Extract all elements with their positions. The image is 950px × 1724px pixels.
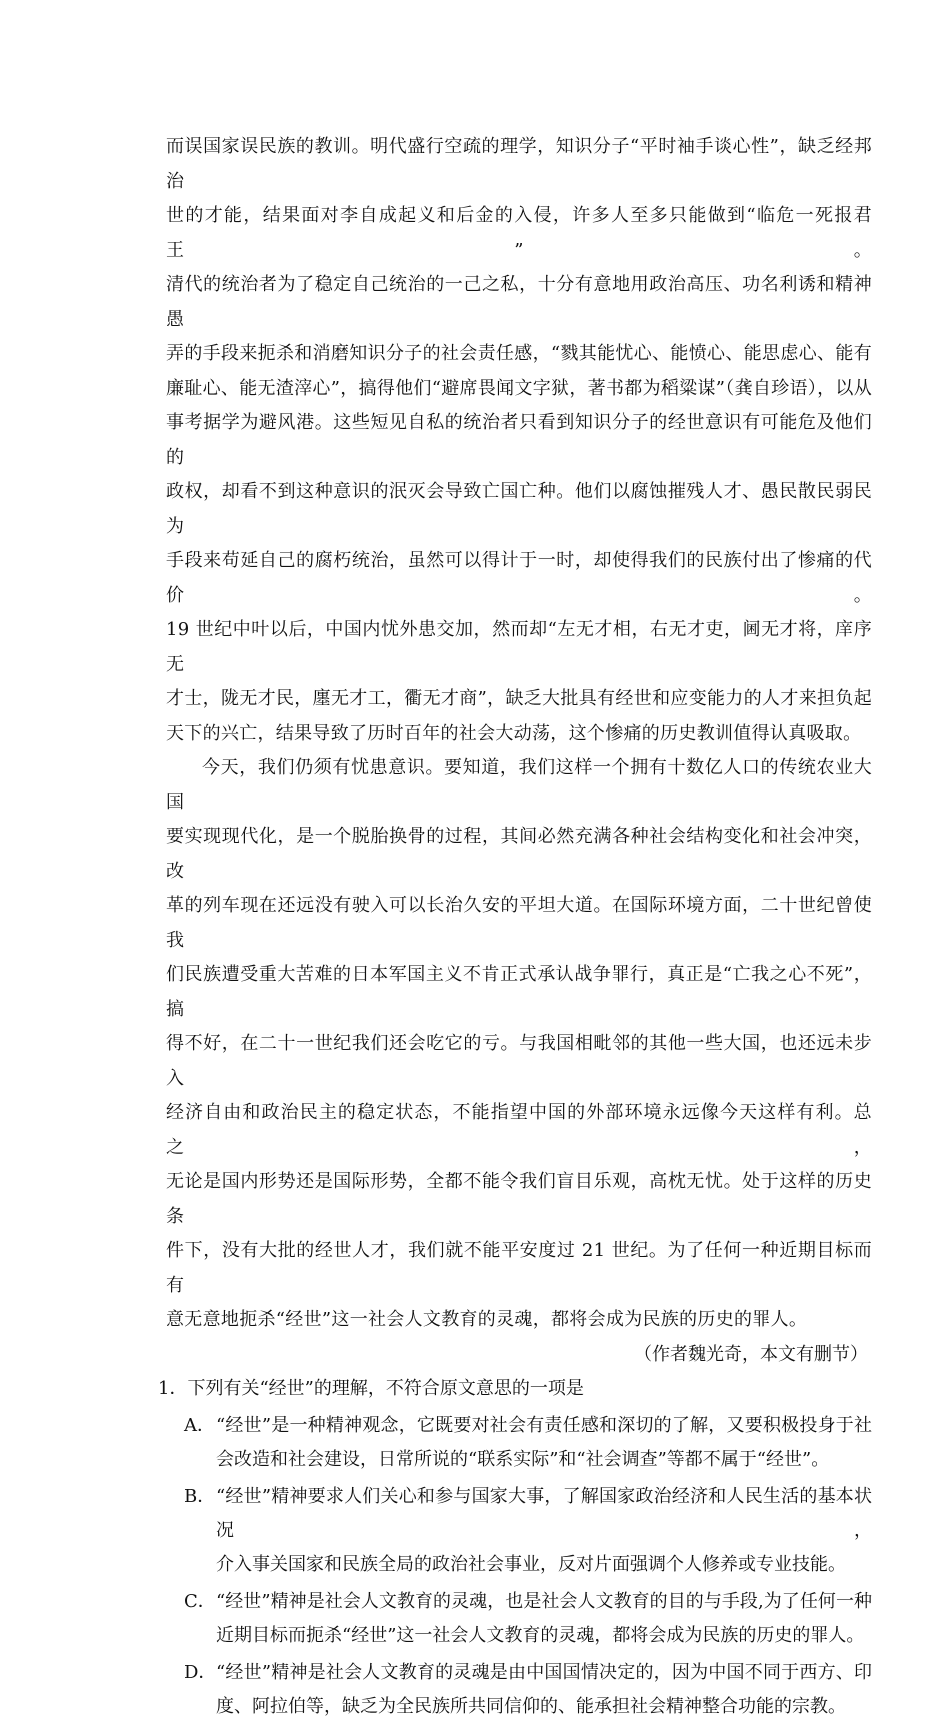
option-a[interactable] [166, 1409, 872, 1477]
option-letter: C． [184, 1591, 216, 1612]
passage-line: 无论是国内形势还是国际形势，全都不能令我们盲目乐观，高枕无忧。处于这样的历史条 [166, 1171, 872, 1227]
option-letter: A． [184, 1415, 215, 1436]
option-line: “经世”精神是社会人文教育的灵魂，也是社会人文教育的目的与手段,为了任何一种 [216, 1591, 872, 1612]
passage-line: 得不好，在二十一世纪我们还会吃它的亏。与我国相毗邻的其他一些大国，也还远未步入 [166, 1033, 872, 1089]
exam-page [158, 130, 872, 1724]
option-line: 介入事关国家和民族全局的政治社会事业，反对片面强调个人修养或专业技能。 [216, 1554, 846, 1575]
passage-line: 而误国家误民族的教训。明代盛行空疏的理学，知识分子“平时袖手谈心性”，缺乏经邦治 [166, 136, 872, 192]
passage-line: 革的列车现在还远没有驶入可以长治久安的平坦大道。在国际环境方面，二十世纪曾使我 [166, 895, 872, 951]
passage-line: 清代的统治者为了稳定自己统治的一己之私，十分有意地用政治高压、功名利诱和精神愚 [166, 274, 872, 330]
passage-line: 19 世纪中叶以后，中国内忧外患交加，然而却“左无才相，右无才吏，阃无才将，庠序无 [166, 619, 872, 675]
option-line: 度、阿拉伯等，缺乏为全民族所共同信仰的、能承担社会精神整合功能的宗教。 [216, 1696, 846, 1717]
author-note: （作者魏光奇，本文有删节） [634, 1343, 868, 1365]
passage-paragraph-1 [166, 130, 872, 751]
passage-line: 事考据学为避风港。这些短见自私的统治者只看到知识分子的经世意识有可能危及他们的 [166, 412, 872, 468]
option-letter: D． [184, 1662, 217, 1683]
option-line: “经世”精神要求人们关心和参与国家大事，了解国家政治经济和人民生活的基本状况， [216, 1486, 872, 1541]
passage-line: 才士，陇无才民，廛无才工，衢无才商”，缺乏大批具有经世和应变能力的人才来担负起 [166, 688, 872, 709]
option-line: 近期目标而扼杀“经世”这一社会人文教育的灵魂，都将会成为民族的历史的罪人。 [216, 1625, 865, 1646]
question-stem: 1．下列有关“经世”的理解，不符合原文意思的一项是 [158, 1378, 584, 1399]
option-letter: B． [184, 1486, 216, 1507]
passage-line: 要实现现代化，是一个脱胎换骨的过程，其间必然充满各种社会结构变化和社会冲突，改 [166, 826, 872, 882]
passage-line: 手段来苟延自己的腐朽统治，虽然可以得计于一时，却使得我们的民族付出了惨痛的代价。 [166, 550, 872, 606]
passage-line: 经济自由和政治民主的稳定状态，不能指望中国的外部环境永远像今天这样有利。总之， [166, 1102, 872, 1158]
passage-paragraph-2 [166, 751, 872, 1338]
option-b[interactable] [166, 1480, 872, 1582]
passage-line: 天下的兴亡，结果导致了历时百年的社会大动荡，这个惨痛的历史教训值得认真吸取。 [166, 722, 862, 744]
question-1 [158, 1372, 872, 1724]
option-d[interactable] [166, 1656, 872, 1724]
option-line: “经世”是一种精神观念，它既要对社会有责任感和深切的了解，又要积极投身于社 [216, 1415, 872, 1436]
passage-line: 世的才能，结果面对李自成起义和后金的入侵，许多人至多只能做到“临危一死报君王”。 [166, 205, 872, 261]
passage-line: 件下，没有大批的经世人才，我们就不能平安度过 21 世纪。为了任何一种近期目标而有 [166, 1240, 872, 1296]
passage-line: 今天，我们仍须有忧患意识。要知道，我们这样一个拥有十数亿人口的传统农业大国 [166, 757, 872, 813]
option-line: “经世”精神是社会人文教育的灵魂是由中国国情决定的，因为中国不同于西方、印 [216, 1662, 872, 1683]
passage-line: 们民族遭受重大苦难的日本军国主义不肯正式承认战争罪行，真正是“亡我之心不死”，搞 [166, 964, 872, 1020]
passage-line: 意无意地扼杀“经世”这一社会人文教育的灵魂，都将会成为民族的历史的罪人。 [166, 1309, 808, 1330]
option-line: 会改造和社会建设，日常所说的“联系实际”和“社会调查”等都不属于“经世”。 [216, 1449, 830, 1470]
passage-line: 政权，却看不到这种意识的泯灭会导致亡国亡种。他们以腐蚀摧残人才、愚民散民弱民为 [166, 481, 872, 537]
passage-line: 廉耻心、能无渣滓心”，搞得他们“避席畏闻文字狱，著书都为稻粱谋”（龚自珍语），以从 [166, 377, 872, 399]
passage-line: 弄的手段来扼杀和消磨知识分子的社会责任感，“戮其能忧心、能愤心、能思虑心、能有 [166, 343, 872, 364]
option-c[interactable] [166, 1585, 872, 1653]
